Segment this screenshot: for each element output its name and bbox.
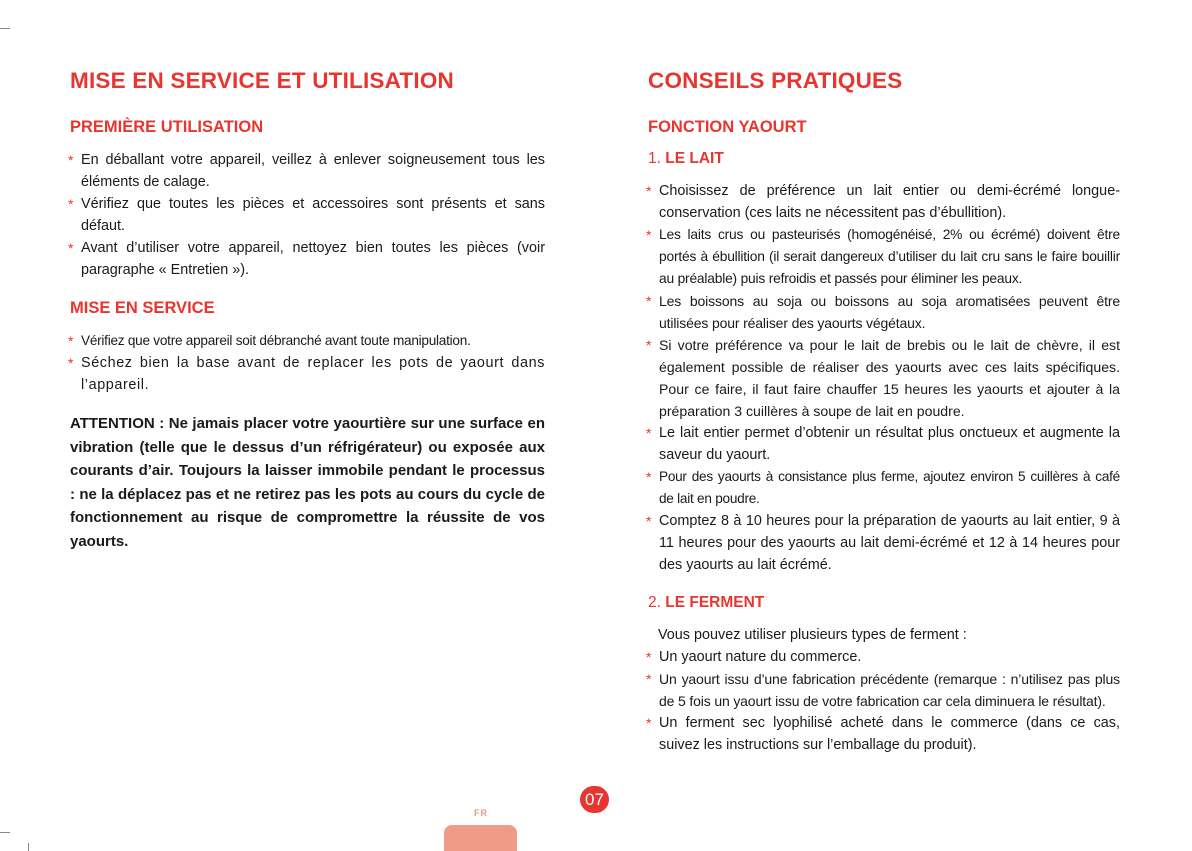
asterisk-bullet-icon: * [646, 715, 652, 731]
page-number-badge: 07 [580, 786, 609, 813]
crop-mark [0, 28, 10, 29]
asterisk-bullet-icon: * [68, 240, 74, 256]
asterisk-bullet-icon: * [646, 513, 652, 529]
subsection-number: 1. [648, 150, 661, 167]
asterisk-bullet-icon: * [68, 333, 74, 349]
section-title-mise-en-service: MISE EN SERVICE [70, 299, 215, 317]
right-column [648, 64, 1120, 756]
section-title-fonction-yaourt: FONCTION YAOURT [648, 118, 807, 136]
list-item: * Un ferment sec lyophilisé acheté dans le commerce (dans ce cas, suivez les instructions sur l’emballage du produit). [648, 712, 1120, 756]
asterisk-bullet-icon: * [646, 183, 652, 199]
list-item: * Pour des yaourts à consistance plus ferme, ajoutez environ 5 cuillères à café de lait en poudre. [648, 466, 1120, 510]
language-label: FR [474, 808, 488, 818]
lait-list [648, 180, 1120, 576]
list-item: * Un yaourt nature du commerce. [648, 646, 1120, 668]
asterisk-bullet-icon: * [646, 337, 652, 353]
asterisk-bullet-icon: * [68, 196, 74, 212]
crop-mark [28, 843, 29, 851]
asterisk-bullet-icon: * [646, 227, 652, 243]
list-item: * Vérifiez que votre appareil soit débranché avant toute manipulation. [70, 330, 545, 352]
asterisk-bullet-icon: * [646, 649, 652, 665]
list-item: * Vérifiez que toutes les pièces et accessoires sont présents et sans défaut. [70, 193, 545, 237]
list-item: * Choisissez de préférence un lait entier ou demi-écrémé longue-conservation (ces laits ne nécessitent pas d’ébullition). [648, 180, 1120, 224]
ferment-list [648, 646, 1120, 756]
crop-mark [0, 832, 10, 833]
asterisk-bullet-icon: * [68, 152, 74, 168]
page-title-right: CONSEILS PRATIQUES [648, 68, 903, 93]
asterisk-bullet-icon: * [68, 355, 75, 371]
list-item: * Un yaourt issu d’une fabrication précédente (remarque : n’utilisez pas plus de 5 fois un yaourt issu de votre fabrication car cela diminuera le résultat). [648, 668, 1120, 712]
subsection-title-lait: 1. LE LAIT [648, 150, 724, 167]
left-column [70, 64, 545, 553]
first-use-list [70, 149, 545, 281]
asterisk-bullet-icon: * [646, 425, 652, 441]
asterisk-bullet-icon: * [646, 671, 652, 687]
mise-en-service-list [70, 330, 545, 396]
list-item: * Les boissons au soja ou boissons au soja aromatisées peuvent être utilisées pour réaliser des yaourts végétaux. [648, 290, 1120, 334]
ferment-intro: Vous pouvez utiliser plusieurs types de ferment : [658, 627, 967, 643]
subsection-number: 2. [648, 594, 661, 611]
list-item: * Avant d’utiliser votre appareil, nettoyez bien toutes les pièces (voir paragraphe « Entretien »). [70, 237, 545, 281]
section-title-first-use: PREMIÈRE UTILISATION [70, 118, 264, 136]
list-item: * Le lait entier permet d’obtenir un résultat plus onctueux et augmente la saveur du yaourt. [648, 422, 1120, 466]
list-item: * Comptez 8 à 10 heures pour la préparation de yaourts au lait entier, 9 à 11 heures pour des yaourts au lait demi-écrémé et 12 à 14 heures pour des yaourts au lait écrémé. [648, 510, 1120, 576]
asterisk-bullet-icon: * [646, 293, 652, 309]
list-item: * Les laits crus ou pasteurisés (homogénéisé, 2% ou écrémé) doivent être portés à ébullition (il serait dangereux d’utiliser du lait cru sans le faire bouillir au préalable) puis refroidis et passés pour éliminer les peaux. [648, 224, 1120, 290]
page-title-left: MISE EN SERVICE ET UTILISATION [70, 68, 454, 93]
warning-text: ATTENTION : Ne jamais placer votre yaourtière sur une surface en vibration (telle que le dessus d’un réfrigérateur) ou exposée aux courants d’air. Toujours la laisser immobile pendant le processus : ne la déplacez pas et ne retirez pas les pots au cours du cycle de fonctionnement au risque de compromettre la réussite de vos yaourts. [70, 415, 545, 550]
list-item: * En déballant votre appareil, veillez à enlever soigneusement tous les éléments de calage. [70, 149, 545, 193]
list-item: * Si votre préférence va pour le lait de brebis ou le lait de chèvre, il est également possible de réaliser des yaourts avec ces laits spécifiques. Pour ce faire, il faut faire chauffer 15 heures les yaourts et ajouter à la préparation 3 cuillères à soupe de lait en poudre. [648, 334, 1120, 422]
language-tab [444, 825, 517, 851]
list-item: * Séchez bien la base avant de replacer les pots de yaourt dans l’appareil. [70, 352, 545, 396]
subsection-title-ferment: 2. LE FERMENT [648, 594, 765, 611]
asterisk-bullet-icon: * [646, 469, 652, 485]
